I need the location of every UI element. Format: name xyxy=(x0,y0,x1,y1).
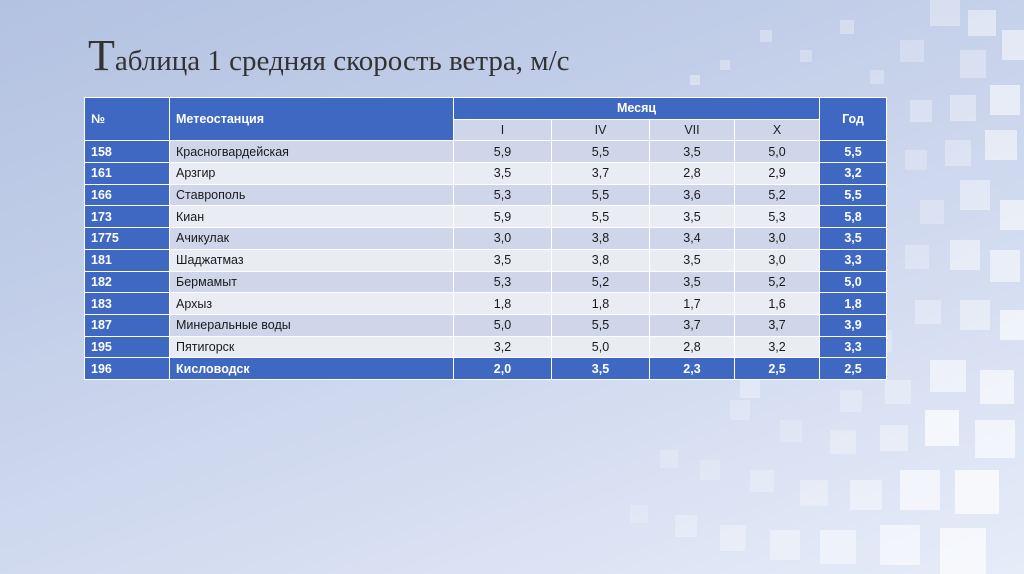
value-month-x: 5,3 xyxy=(735,206,820,228)
value-month-x: 2,5 xyxy=(735,358,820,380)
table-row xyxy=(85,206,887,228)
station-number: 187 xyxy=(85,314,170,336)
value-month-i: 2,0 xyxy=(454,358,552,380)
value-month-iv: 1,8 xyxy=(552,293,650,315)
station-name: Красногвардейская xyxy=(170,141,454,163)
header-month-x: X xyxy=(735,119,820,141)
value-month-x: 2,9 xyxy=(735,163,820,185)
table-row xyxy=(85,314,887,336)
value-month-i: 5,0 xyxy=(454,314,552,336)
station-name: Шаджатмаз xyxy=(170,249,454,271)
value-month-iv: 3,8 xyxy=(552,249,650,271)
value-month-vii: 3,5 xyxy=(650,271,735,293)
header-station: Метеостанция xyxy=(170,98,454,141)
value-year: 5,5 xyxy=(820,184,887,206)
value-month-vii: 3,5 xyxy=(650,206,735,228)
value-month-iv: 3,5 xyxy=(552,358,650,380)
header-number: № xyxy=(85,98,170,141)
station-name: Минеральные воды xyxy=(170,314,454,336)
value-month-iv: 5,2 xyxy=(552,271,650,293)
wind-speed-table xyxy=(84,97,887,380)
value-month-i: 5,3 xyxy=(454,271,552,293)
value-month-i: 3,2 xyxy=(454,336,552,358)
value-month-vii: 3,5 xyxy=(650,249,735,271)
header-month-iv: IV xyxy=(552,119,650,141)
station-name: Пятигорск xyxy=(170,336,454,358)
value-month-i: 1,8 xyxy=(454,293,552,315)
value-year: 3,3 xyxy=(820,249,887,271)
value-month-x: 3,0 xyxy=(735,249,820,271)
value-month-i: 5,3 xyxy=(454,184,552,206)
value-month-x: 5,0 xyxy=(735,141,820,163)
slide-title xyxy=(88,30,570,81)
value-year: 5,5 xyxy=(820,141,887,163)
value-month-vii: 2,3 xyxy=(650,358,735,380)
station-number: 166 xyxy=(85,184,170,206)
value-month-iv: 5,5 xyxy=(552,314,650,336)
value-month-vii: 3,7 xyxy=(650,314,735,336)
station-number: 182 xyxy=(85,271,170,293)
header-month: Месяц xyxy=(454,98,820,120)
station-number: 158 xyxy=(85,141,170,163)
value-month-i: 3,5 xyxy=(454,249,552,271)
table-row xyxy=(85,358,887,380)
station-number: 196 xyxy=(85,358,170,380)
station-name: Ачикулак xyxy=(170,228,454,250)
value-year: 3,9 xyxy=(820,314,887,336)
station-name: Архыз xyxy=(170,293,454,315)
value-month-i: 3,0 xyxy=(454,228,552,250)
value-month-vii: 2,8 xyxy=(650,163,735,185)
header-month-vii: VII xyxy=(650,119,735,141)
value-month-x: 5,2 xyxy=(735,271,820,293)
value-month-iv: 5,0 xyxy=(552,336,650,358)
header-year: Год xyxy=(820,98,887,141)
value-month-iv: 5,5 xyxy=(552,206,650,228)
station-number: 181 xyxy=(85,249,170,271)
table-row xyxy=(85,141,887,163)
value-month-iv: 5,5 xyxy=(552,184,650,206)
value-month-iv: 5,5 xyxy=(552,141,650,163)
value-month-x: 1,6 xyxy=(735,293,820,315)
value-year: 2,5 xyxy=(820,358,887,380)
table-row xyxy=(85,293,887,315)
station-name: Киан xyxy=(170,206,454,228)
station-number: 1775 xyxy=(85,228,170,250)
value-month-i: 5,9 xyxy=(454,206,552,228)
value-month-i: 3,5 xyxy=(454,163,552,185)
header-month-i: I xyxy=(454,119,552,141)
value-month-vii: 3,6 xyxy=(650,184,735,206)
station-name: Кисловодск xyxy=(170,358,454,380)
value-month-x: 3,2 xyxy=(735,336,820,358)
station-number: 173 xyxy=(85,206,170,228)
value-month-i: 5,9 xyxy=(454,141,552,163)
station-name: Ставрополь xyxy=(170,184,454,206)
value-month-x: 3,0 xyxy=(735,228,820,250)
station-number: 161 xyxy=(85,163,170,185)
title-rest: аблица 1 средняя скорость ветра, м/с xyxy=(114,45,570,77)
station-name: Арзгир xyxy=(170,163,454,185)
title-first-letter: Т xyxy=(88,31,115,80)
value-year: 5,8 xyxy=(820,206,887,228)
table-row xyxy=(85,228,887,250)
station-name: Бермамыт xyxy=(170,271,454,293)
value-month-vii: 3,5 xyxy=(650,141,735,163)
value-year: 3,3 xyxy=(820,336,887,358)
table-row xyxy=(85,163,887,185)
value-year: 3,5 xyxy=(820,228,887,250)
table-row xyxy=(85,336,887,358)
value-month-iv: 3,8 xyxy=(552,228,650,250)
value-month-iv: 3,7 xyxy=(552,163,650,185)
value-year: 5,0 xyxy=(820,271,887,293)
value-month-vii: 3,4 xyxy=(650,228,735,250)
table-row xyxy=(85,271,887,293)
value-month-vii: 1,7 xyxy=(650,293,735,315)
value-month-x: 3,7 xyxy=(735,314,820,336)
station-number: 195 xyxy=(85,336,170,358)
station-number: 183 xyxy=(85,293,170,315)
value-year: 1,8 xyxy=(820,293,887,315)
value-year: 3,2 xyxy=(820,163,887,185)
value-month-vii: 2,8 xyxy=(650,336,735,358)
table-row xyxy=(85,249,887,271)
table-row xyxy=(85,184,887,206)
value-month-x: 5,2 xyxy=(735,184,820,206)
